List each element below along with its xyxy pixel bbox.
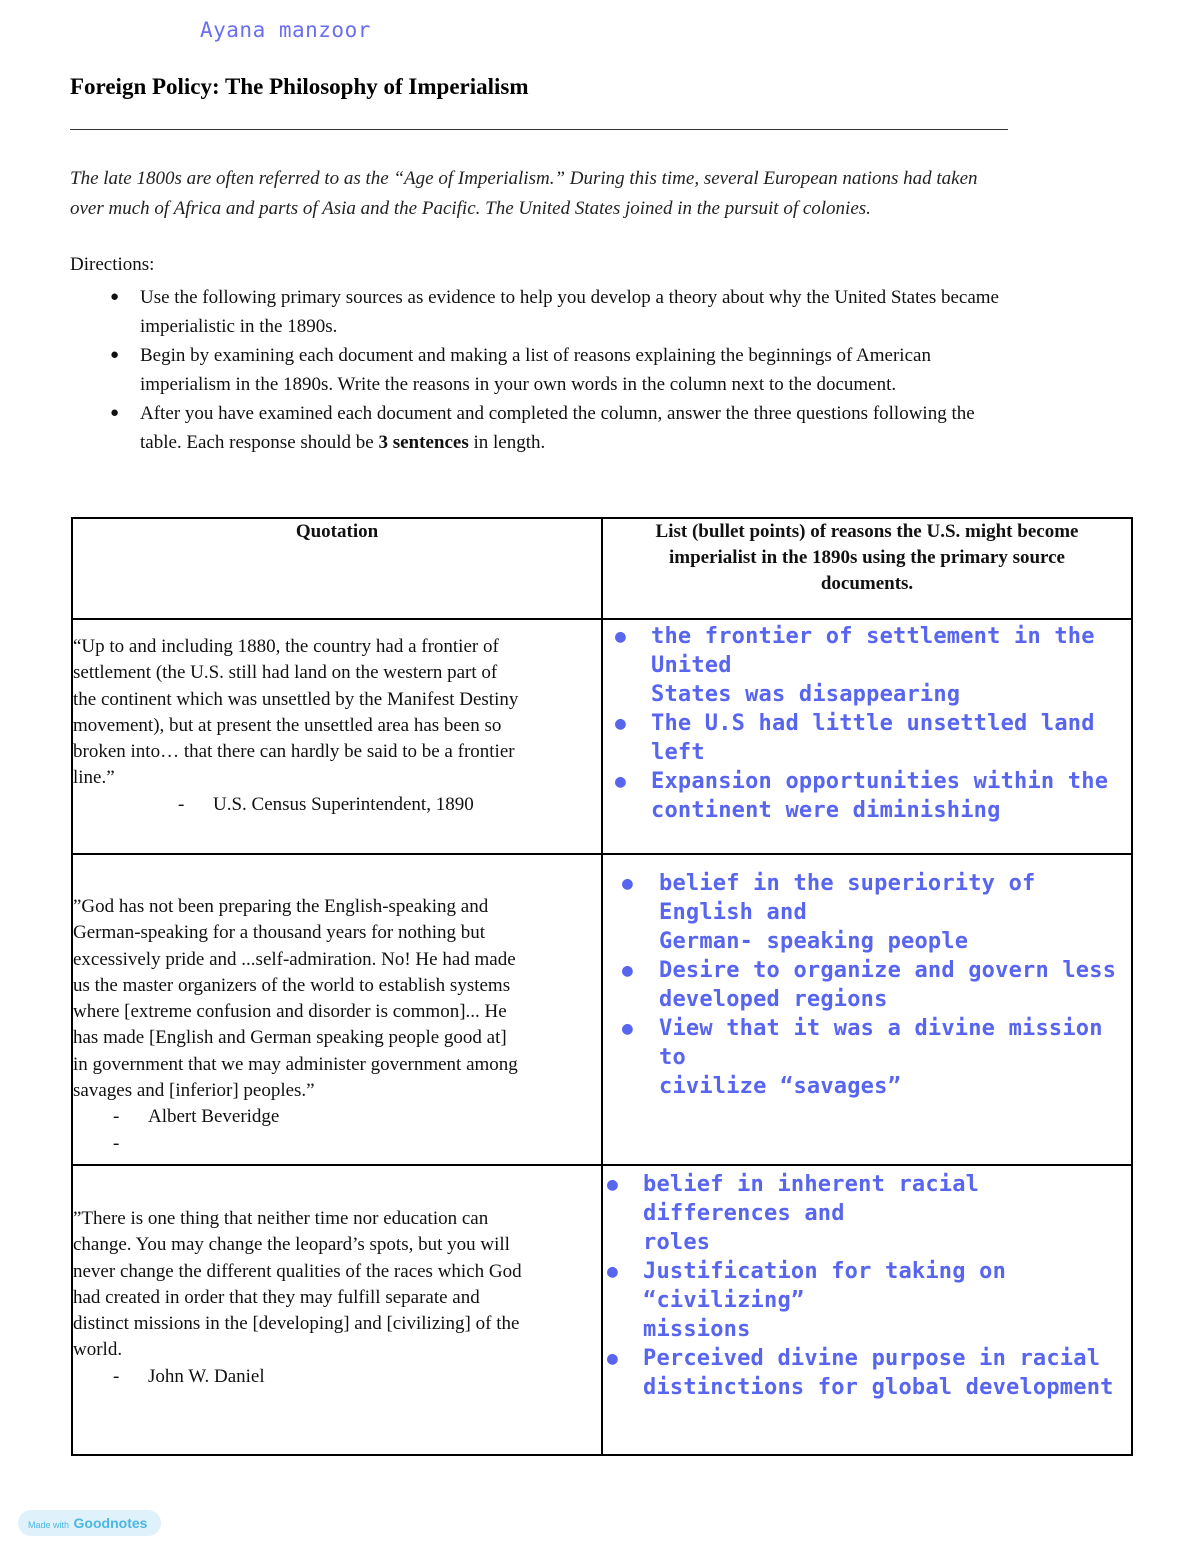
reasons-list [603, 855, 1131, 1101]
intro-line-2: over much of Africa and parts of Asia and the Pacific. The United States joined in the pursuit of colonies. [70, 198, 871, 219]
bullet-icon: ● [615, 626, 627, 647]
bullet-icon: ● [607, 1174, 619, 1195]
reason-item [622, 869, 1131, 956]
watermark-brand: Goodnotes [73, 1515, 148, 1531]
attribution-dash: - [178, 793, 185, 815]
quote-cell [72, 1165, 602, 1455]
reason-item [615, 767, 1131, 825]
reason-line: the frontier of settlement in the United [651, 624, 1095, 678]
reason-line: Justification for taking on “civilizing” [643, 1259, 1007, 1313]
attribution-dash: - [113, 1106, 120, 1128]
reasons-cell [602, 619, 1132, 854]
bullet-icon: ● [607, 1348, 619, 1369]
bullet-icon: ● [622, 1018, 634, 1039]
quote-attribution [73, 792, 601, 818]
attribution-text: Albert Beveridge [148, 1106, 280, 1128]
bullet-icon: ● [110, 405, 120, 421]
attribution-text: U.S. Census Superintendent, 1890 [213, 793, 474, 815]
quote-line: savages and [inferior] peoples.” [73, 1080, 315, 1102]
imperialism-table [71, 517, 1133, 1456]
header-quotation: Quotation [72, 518, 602, 619]
quote-line: German-speaking for a thousand years for nothing but [73, 922, 486, 944]
quote-line: in government that we may administer government among [73, 1053, 518, 1075]
reason-line: distinctions for global development [643, 1375, 1114, 1400]
direction-item [70, 399, 1130, 457]
direction-bold: 3 sentences [378, 432, 469, 453]
intro-paragraph [70, 164, 1130, 224]
quote-line: ”God has not been preparing the English-speaking and [73, 896, 489, 917]
quote-attribution [73, 1364, 601, 1390]
page-title: Foreign Policy: The Philosophy of Imperialism [70, 74, 529, 99]
reason-item [607, 1257, 1131, 1344]
attribution-dash: - [113, 1132, 120, 1154]
reason-item [615, 709, 1131, 767]
intro-line-1: The late 1800s are often referred to as the “Age of Imperialism.” During this time, several European nations had taken [70, 168, 978, 189]
watermark-made-with: Made with [28, 1520, 70, 1530]
quote-line: settlement (the U.S. still had land on the western part of [73, 662, 498, 684]
bullet-icon: ● [607, 1261, 619, 1282]
quote-cell [72, 854, 602, 1165]
reason-item [607, 1344, 1131, 1402]
quote-attribution [73, 1104, 601, 1157]
direction-text: in length. [468, 432, 546, 453]
quote-line: never change the different qualities of the races which God [73, 1260, 522, 1282]
header-reasons [602, 518, 1132, 619]
reason-line: German- speaking people [659, 929, 969, 954]
bullet-icon: ● [615, 713, 627, 734]
reason-line: Expansion opportunities within the [651, 769, 1109, 794]
quote-line: us the master organizers of the world to establish systems [73, 974, 511, 996]
reasons-cell [602, 854, 1132, 1165]
direction-text: table. Each response should be [140, 432, 379, 453]
goodnotes-watermark [18, 1510, 161, 1536]
quote-line: distinct missions in the [developing] and [civilizing] of the [73, 1313, 520, 1335]
reason-item [622, 956, 1131, 1014]
student-name: Ayana manzoor [200, 18, 371, 42]
attribution-text: John W. Daniel [148, 1365, 265, 1387]
reasons-list [603, 620, 1131, 825]
reason-line: States was disappearing [651, 682, 961, 707]
quote-line: world. [73, 1339, 123, 1361]
reason-line: View that it was a divine mission to [659, 1016, 1103, 1070]
quote-line: the continent which was unsettled by the Manifest Destiny [73, 688, 519, 710]
table-row [72, 1165, 1132, 1455]
quote-line: excessively pride and ...self-admiration. No! He had made [73, 948, 516, 970]
header-reasons-line: documents. [820, 573, 914, 594]
reason-item [622, 1014, 1131, 1101]
reason-line: civilize “savages” [659, 1074, 902, 1099]
direction-text: imperialistic in the 1890s. [140, 316, 338, 337]
bullet-icon: ● [110, 347, 120, 363]
reasons-list [603, 1166, 1131, 1402]
bullet-icon: ● [622, 873, 634, 894]
quote-line: has made [English and German speaking people good at] [73, 1027, 507, 1049]
quote-cell [72, 619, 602, 854]
title-underline [70, 129, 1008, 130]
reason-item [615, 622, 1131, 709]
header-reasons-line: imperialist in the 1890s using the primary source [668, 547, 1065, 568]
attribution-dash: - [113, 1365, 120, 1387]
reason-line: roles [643, 1230, 711, 1255]
quote-text [73, 1206, 601, 1364]
reason-line: belief in the superiority of English and [659, 871, 1036, 925]
direction-text: Begin by examining each document and making a list of reasons explaining the beginnings of American [140, 345, 931, 366]
directions-label: Directions: [70, 254, 155, 275]
table-row [72, 854, 1132, 1165]
reason-line: continent were diminishing [651, 798, 1001, 823]
directions-list [70, 283, 1130, 457]
reasons-cell [602, 1165, 1132, 1455]
quote-line: broken into… that there can hardly be said to be a frontier [73, 741, 515, 763]
quote-line: where [extreme confusion and disorder is common]... He [73, 1001, 507, 1023]
direction-item [70, 283, 1130, 341]
reason-line: belief in inherent racial differences and [643, 1172, 980, 1226]
reason-line: missions [643, 1317, 751, 1342]
quote-line: movement), but at present the unsettled area has been so [73, 714, 502, 736]
reason-line: developed regions [659, 987, 888, 1012]
direction-text: After you have examined each document and completed the column, answer the three questions following the [140, 403, 975, 424]
reason-item [607, 1170, 1131, 1257]
table-row [72, 619, 1132, 854]
quote-text [73, 894, 601, 1104]
direction-item [70, 341, 1130, 399]
quote-line: had created in order that they may fulfill separate and [73, 1286, 480, 1308]
quote-line: change. You may change the leopard’s spots, but you will [73, 1234, 510, 1256]
direction-text: imperialism in the 1890s. Write the reasons in your own words in the column next to the document. [140, 374, 897, 395]
quote-text [73, 634, 601, 792]
quote-line: ”There is one thing that neither time nor education can [73, 1208, 489, 1229]
quote-line: line.” [73, 767, 115, 789]
quote-line: “Up to and including 1880, the country had a frontier of [73, 636, 499, 657]
reason-line: The U.S had little unsettled land left [651, 711, 1095, 765]
bullet-icon: ● [622, 960, 634, 981]
reason-line: Perceived divine purpose in racial [643, 1346, 1101, 1371]
bullet-icon: ● [110, 289, 120, 305]
reason-line: Desire to organize and govern less [659, 958, 1117, 983]
header-reasons-line: List (bullet points) of reasons the U.S. might become [655, 521, 1079, 542]
bullet-icon: ● [615, 771, 627, 792]
direction-text: Use the following primary sources as evidence to help you develop a theory about why the United States became [140, 287, 999, 308]
